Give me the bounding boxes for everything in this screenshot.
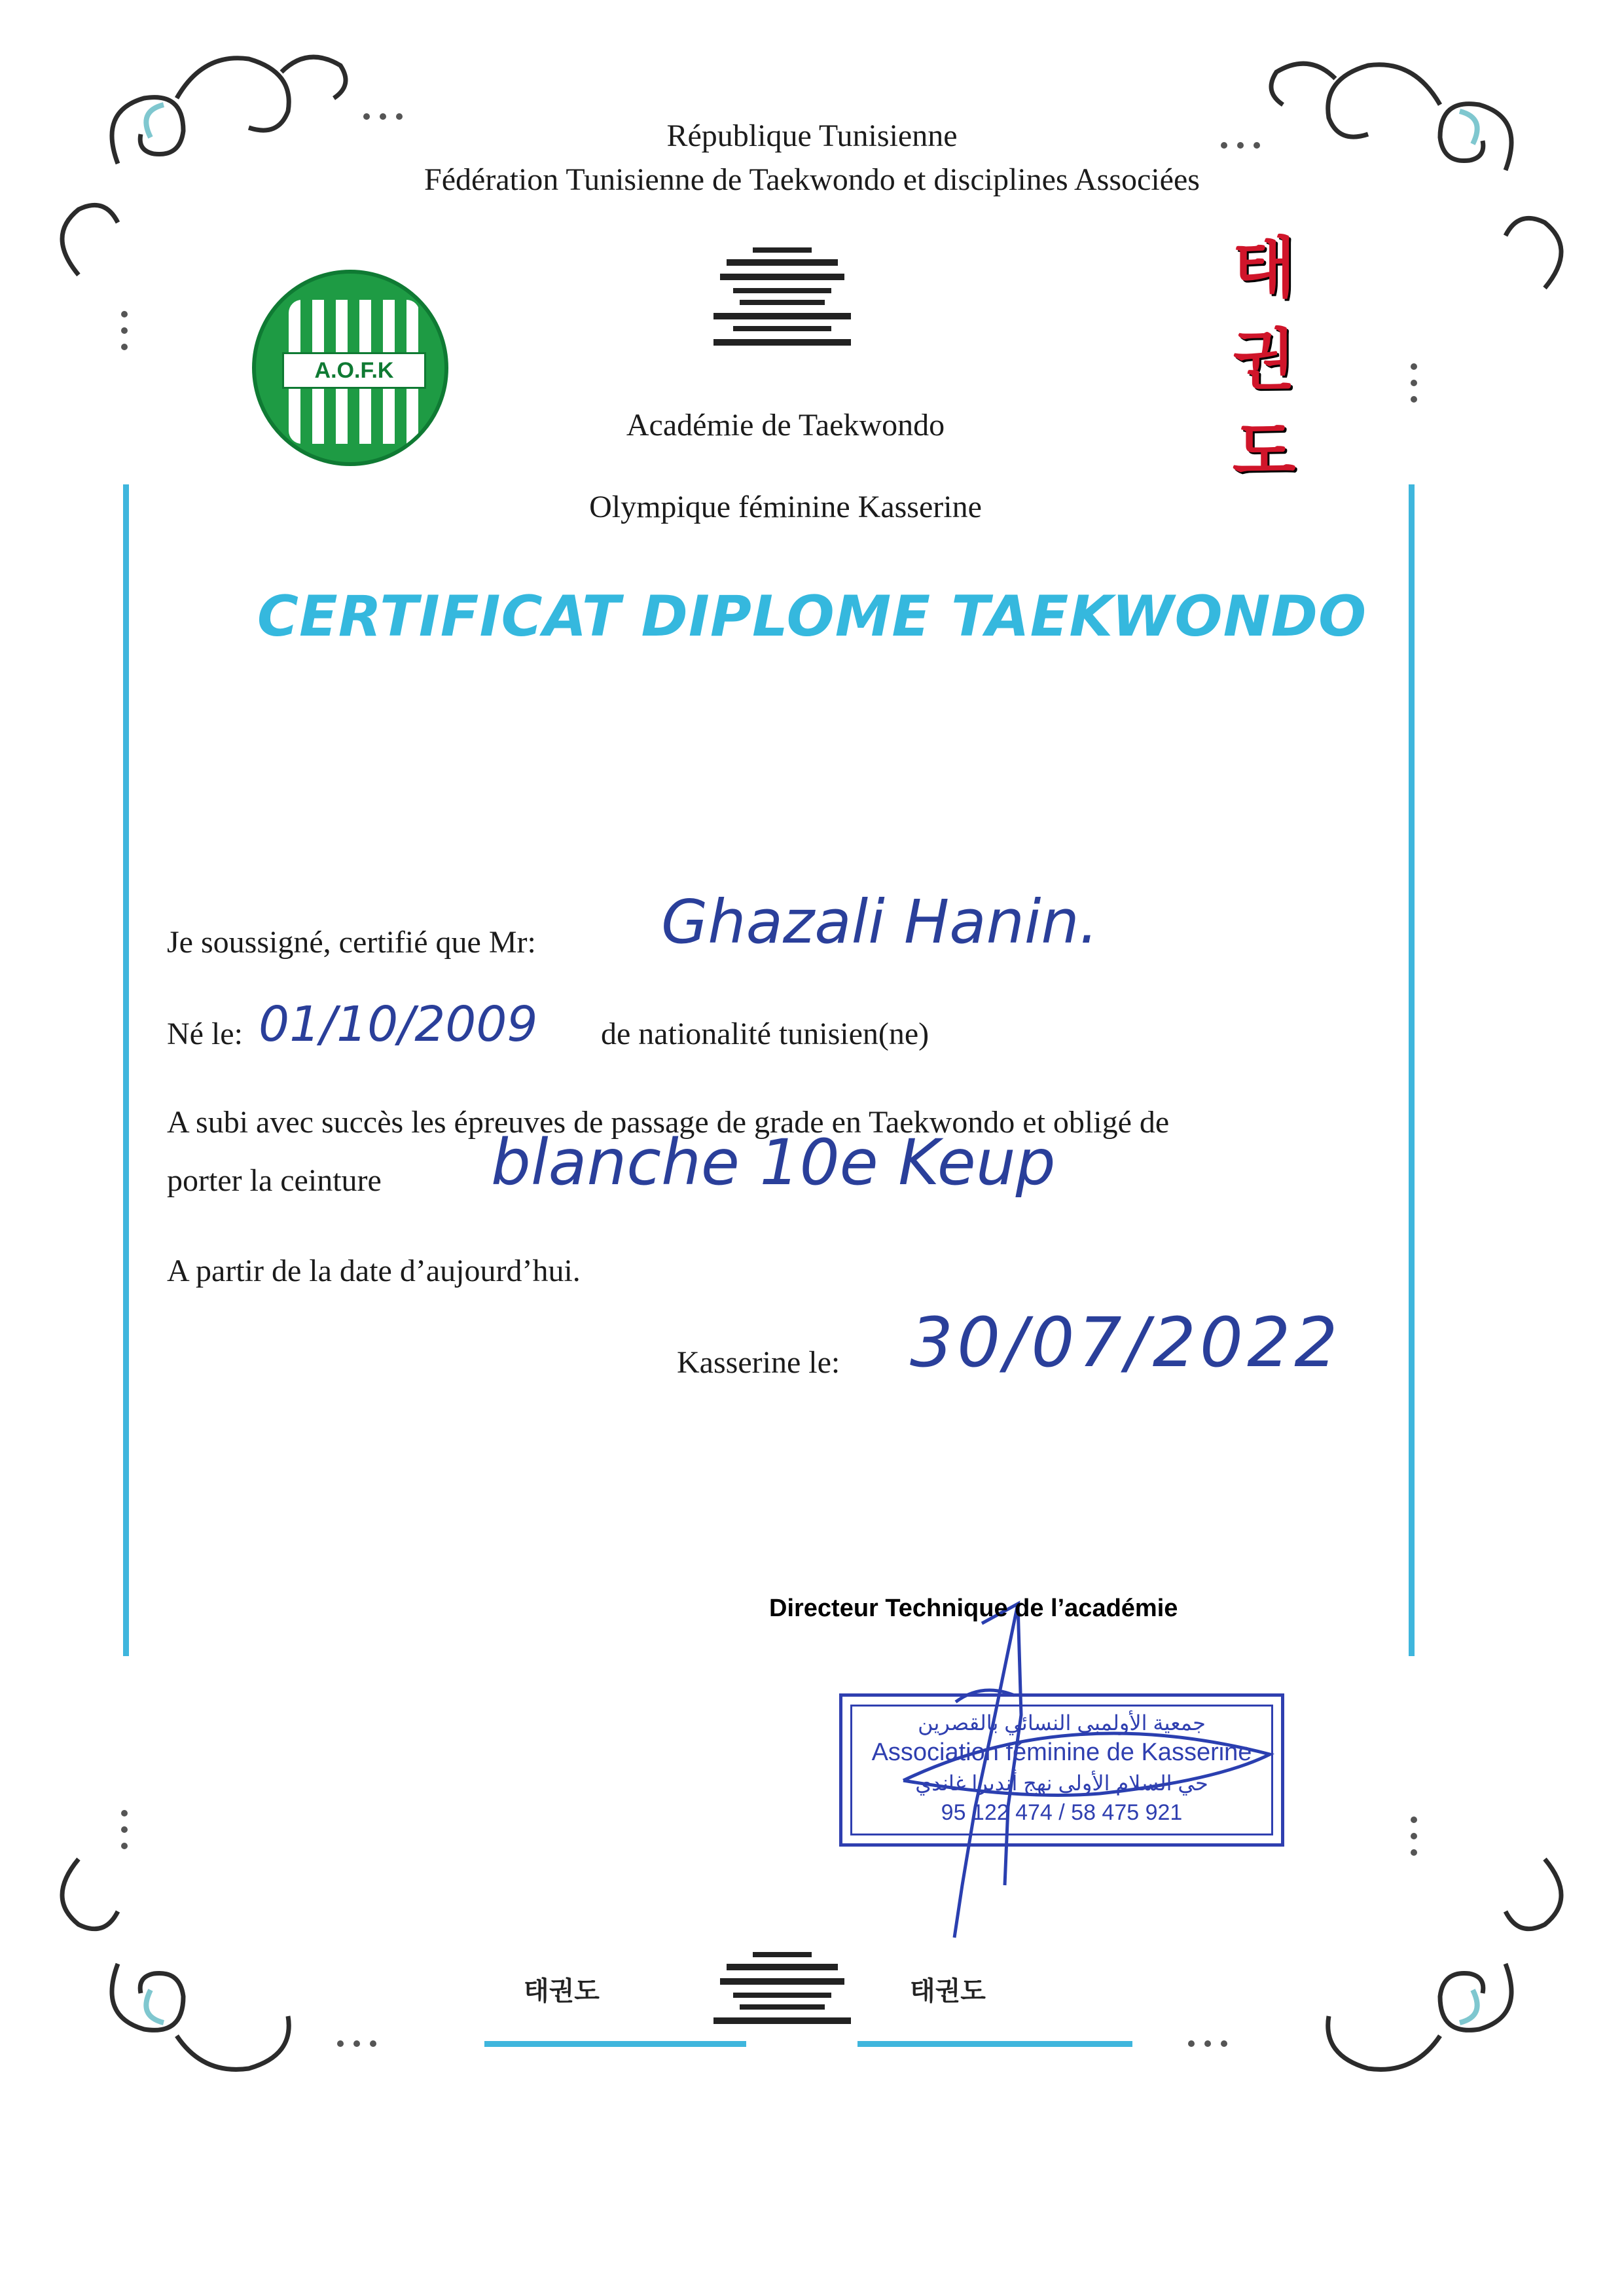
certificate-title: CERTIFICAT DIPLOME TAEKWONDO [257,584,1367,649]
pagoda-icon [713,247,851,346]
footer-korean-left: 태권도 [524,1976,600,2006]
birth-label: Né le: [167,1017,243,1051]
republic-heading: République Tunisienne [666,118,958,153]
signature-title: Directeur Technique de l’académie [769,1595,1178,1622]
belt-grade: blanche 10e Keup [491,1126,1056,1199]
club-emblem-icon [252,270,448,466]
korean-char-2: 권 [1232,321,1296,398]
place-label: Kasserine le: [677,1345,840,1380]
birth-date: 01/10/2009 [259,996,538,1053]
academy-heading: Académie de Taekwondo [626,408,945,443]
association-stamp [839,1693,1284,1847]
date-validity-text: A partir de la date d’aujourd’hui. [167,1254,581,1288]
stamp-arabic-bottom: حي السلام الأولى نهج أنديرا غاندي [915,1771,1208,1795]
recipient-name: Ghazali Hanin. [661,887,1098,957]
footer-korean-right: 태권도 [910,1976,986,2006]
stamp-phones: 95 122 474 / 58 475 921 [941,1800,1183,1825]
logo-text: A.O.F.K [282,352,426,389]
korean-char-1: 태 [1232,230,1296,306]
stamp-association-name: Association féminine de Kasserine [871,1739,1252,1766]
federation-heading: Fédération Tunisienne de Taekwondo et disciplines Associées [424,162,1200,197]
stamp-arabic-top: جمعية الأولمبي النسائي بالقصرين [918,1711,1206,1735]
belt-label: porter la ceinture [167,1163,382,1198]
taekwondo-korean-vertical [1228,223,1300,497]
stamp-inner [850,1705,1273,1835]
nationality-text: de nationalité tunisien(ne) [601,1017,929,1051]
pagoda-bottom-icon [713,1952,851,2024]
korean-char-3: 도 [1232,413,1296,490]
club-heading: Olympique féminine Kasserine [589,490,982,524]
issue-date: 30/07/2022 [910,1303,1342,1382]
certify-label: Je soussigné, certifié que Mr: [167,925,536,960]
exam-text: A subi avec succès les épreuves de passage de grade en Taekwondo et obligé de [167,1105,1170,1140]
